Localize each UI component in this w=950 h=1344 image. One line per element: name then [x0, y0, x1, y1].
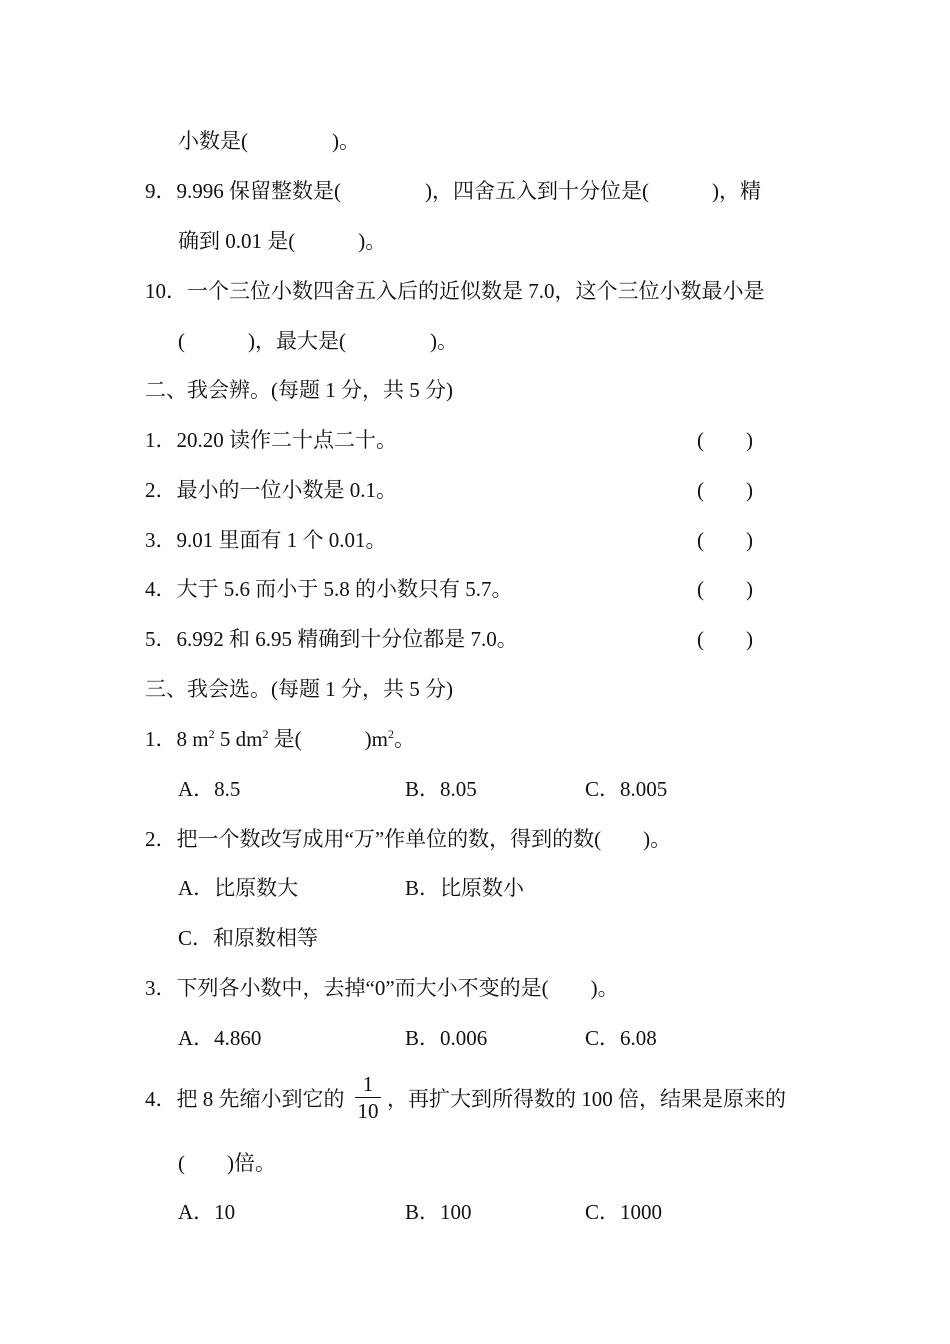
- q9-line2: 确到 0.01 是( )。: [178, 229, 387, 253]
- superscript-2: 2: [388, 727, 395, 741]
- choice-q4-part1: 4．把 8 先缩小到它的: [145, 1087, 345, 1111]
- judge-item-5: 5．6.992 和 6.95 精确到十分位都是 7.0。: [145, 627, 518, 651]
- fraction-numerator: 1: [362, 1072, 374, 1096]
- choice-q2: 2．把一个数改写成用“万”作单位的数，得到的数( )。: [145, 827, 672, 851]
- choice-q1: [145, 726, 415, 752]
- judge-answer-5: ( ): [697, 627, 753, 651]
- fraction-one-tenth: [353, 1072, 383, 1123]
- choice-q1-part2: 5 dm: [214, 727, 263, 751]
- q8-continuation: 小数是( )。: [178, 129, 360, 153]
- judge-answer-4: ( ): [697, 577, 753, 601]
- choice-q1-option-b: B．8.05: [405, 777, 477, 801]
- choice-q2-option-b: B．比原数小: [405, 876, 525, 900]
- choice-q3: 3．下列各小数中，去掉“0”而大小不变的是( )。: [145, 976, 619, 1000]
- choice-q4-option-a: A．10: [178, 1200, 236, 1224]
- superscript-2: 2: [208, 727, 215, 741]
- section3-heading: 三、我会选。(每题 1 分，共 5 分): [145, 677, 453, 701]
- choice-q1-option-a: A．8.5: [178, 777, 241, 801]
- choice-q2-option-c: C．和原数相等: [178, 926, 319, 950]
- choice-q4-line2: ( )倍。: [178, 1151, 276, 1175]
- q10-line2: ( )，最大是( )。: [178, 329, 458, 353]
- judge-answer-3: ( ): [697, 528, 753, 552]
- choice-q3-option-a: A．4.860: [178, 1026, 262, 1050]
- choice-q3-option-c: C．6.08: [585, 1026, 657, 1050]
- judge-answer-1: ( ): [697, 428, 753, 452]
- fraction-denominator: 10: [357, 1099, 379, 1123]
- judge-answer-2: ( ): [697, 478, 753, 502]
- choice-q2-option-a: A．比原数大: [178, 876, 299, 900]
- q9-line1: 9．9.996 保留整数是( )，四舍五入到十分位是( )，精: [145, 179, 761, 203]
- choice-q4-part2: ，再扩大到所得数的 100 倍，结果是原来的: [387, 1087, 786, 1111]
- judge-item-2: 2．最小的一位小数是 0.1。: [145, 478, 397, 502]
- choice-q3-option-b: B．0.006: [405, 1026, 488, 1050]
- choice-q1-part4: 。: [394, 727, 416, 751]
- choice-q1-part1: 1．8 m: [145, 727, 209, 751]
- q10-line1: 10．一个三位小数四舍五入后的近似数是 7.0，这个三位小数最小是: [145, 279, 765, 303]
- superscript-2: 2: [262, 727, 269, 741]
- judge-item-3: 3．9.01 里面有 1 个 0.01。: [145, 528, 387, 552]
- choice-q1-part3: 是( )m: [268, 727, 389, 751]
- choice-q1-option-c: C．8.005: [585, 777, 668, 801]
- section2-heading: 二、我会辨。(每题 1 分，共 5 分): [145, 378, 453, 402]
- fraction-bar: [355, 1097, 381, 1098]
- judge-item-1: 1．20.20 读作二十点二十。: [145, 428, 397, 452]
- choice-q4-option-c: C．1000: [585, 1200, 663, 1224]
- judge-item-4: 4．大于 5.6 而小于 5.8 的小数只有 5.7。: [145, 577, 513, 601]
- choice-q4-option-b: B．100: [405, 1200, 472, 1224]
